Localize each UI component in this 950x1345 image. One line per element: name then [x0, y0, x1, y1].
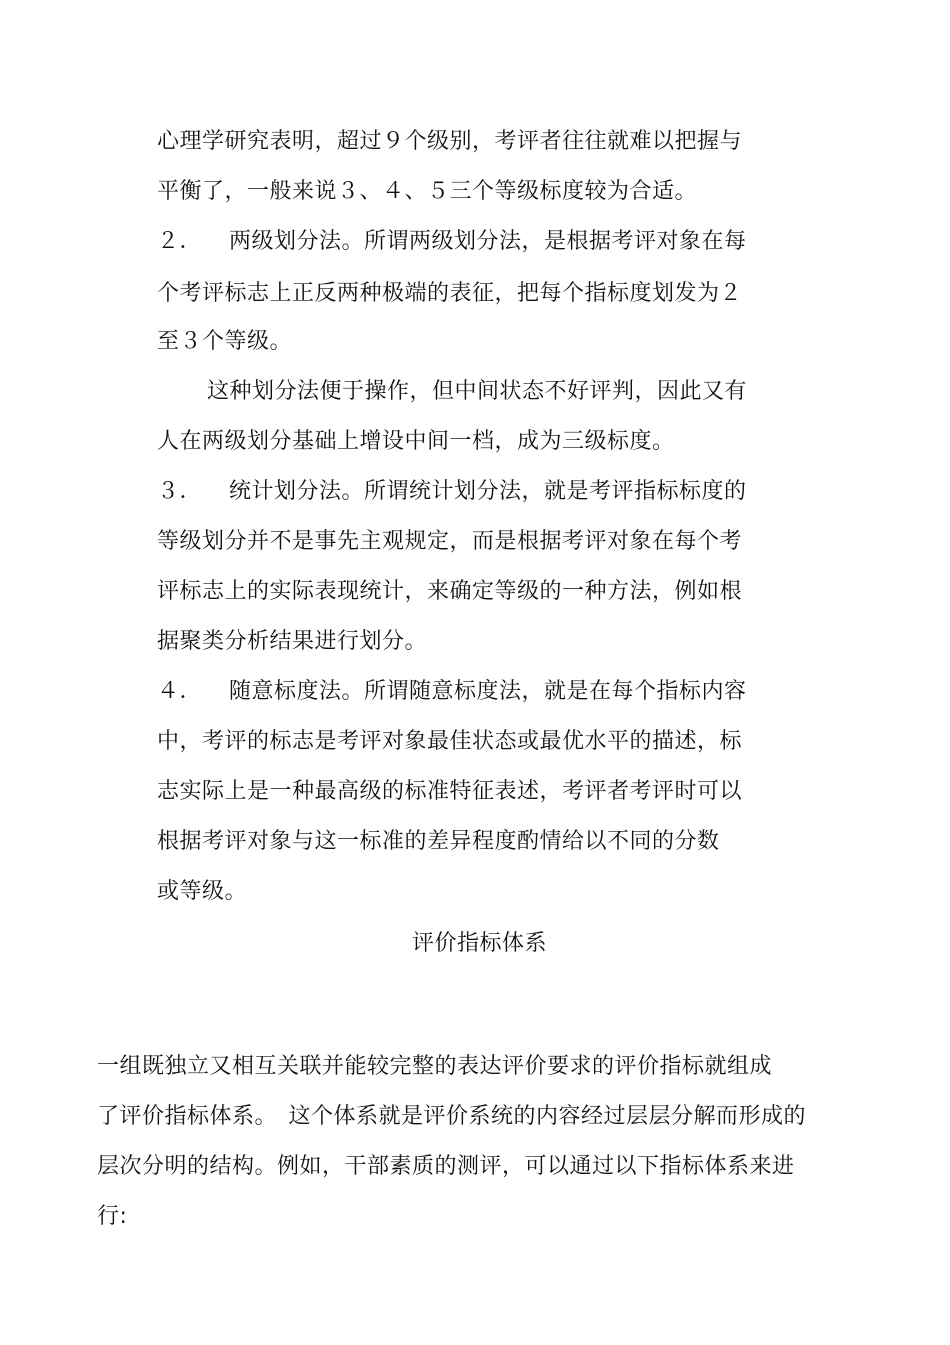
paragraph-line: 两级划分法。所谓两级划分法，是根据考评对象在每: [229, 229, 747, 254]
paragraph-line: 人在两级划分基础上增设中间一档，成为三级标度。: [157, 429, 675, 454]
paragraph-line: 平衡了，一般来说３、４、５三个等级标度较为合适。: [157, 179, 698, 204]
paragraph-line: 志实际上是一种最高级的标准特征表述，考评者考评时可以: [157, 779, 743, 804]
paragraph-line: 据聚类分析结果进行划分。: [157, 629, 428, 654]
paragraph-line: 心理学研究表明，超过９个级别，考评者往往就难以把握与: [157, 129, 743, 154]
paragraph-line: 等级划分并不是事先主观规定，而是根据考评对象在每个考: [157, 529, 743, 554]
paragraph-line: 或等级。: [157, 879, 248, 904]
paragraph-line: 根据考评对象与这一标准的差异程度酌情给以不同的分数: [157, 829, 720, 854]
paragraph-line: 至３个等级。: [157, 329, 293, 354]
list-item-3: [157, 478, 747, 506]
paragraph-line: 随意标度法。所谓随意标度法，就是在每个指标内容: [229, 679, 747, 704]
paragraph-line: 这种划分法便于操作，但中间状态不好评判，因此又有: [207, 379, 748, 404]
list-item-2: [157, 228, 747, 256]
list-number: ３．: [157, 479, 203, 504]
paragraph-line: 中，考评的标志是考评对象最佳状态或最优水平的描述，标: [157, 729, 743, 754]
paragraph-line: 个考评标志上正反两种极端的表征，把每个指标度划发为２: [157, 281, 743, 306]
paragraph-line: 层次分明的结构。例如，干部素质的测评，可以通过以下指标体系来进: [97, 1154, 795, 1179]
list-number: ２．: [157, 229, 203, 254]
paragraph-line: 评标志上的实际表现统计，来确定等级的一种方法，例如根: [157, 579, 743, 604]
list-number: ４．: [157, 679, 203, 704]
paragraph-line: 一组既独立又相互关联并能较完整的表达评价要求的评价指标就组成: [97, 1054, 773, 1079]
list-item-4: [157, 678, 747, 706]
paragraph-line: 统计划分法。所谓统计划分法，就是考评指标标度的: [229, 479, 747, 504]
section-title: 评价指标体系: [412, 931, 548, 956]
paragraph-line: 了评价指标体系。 这个体系就是评价系统的内容经过层层分解而形成的: [97, 1104, 807, 1129]
paragraph-line: 行:: [97, 1204, 128, 1229]
